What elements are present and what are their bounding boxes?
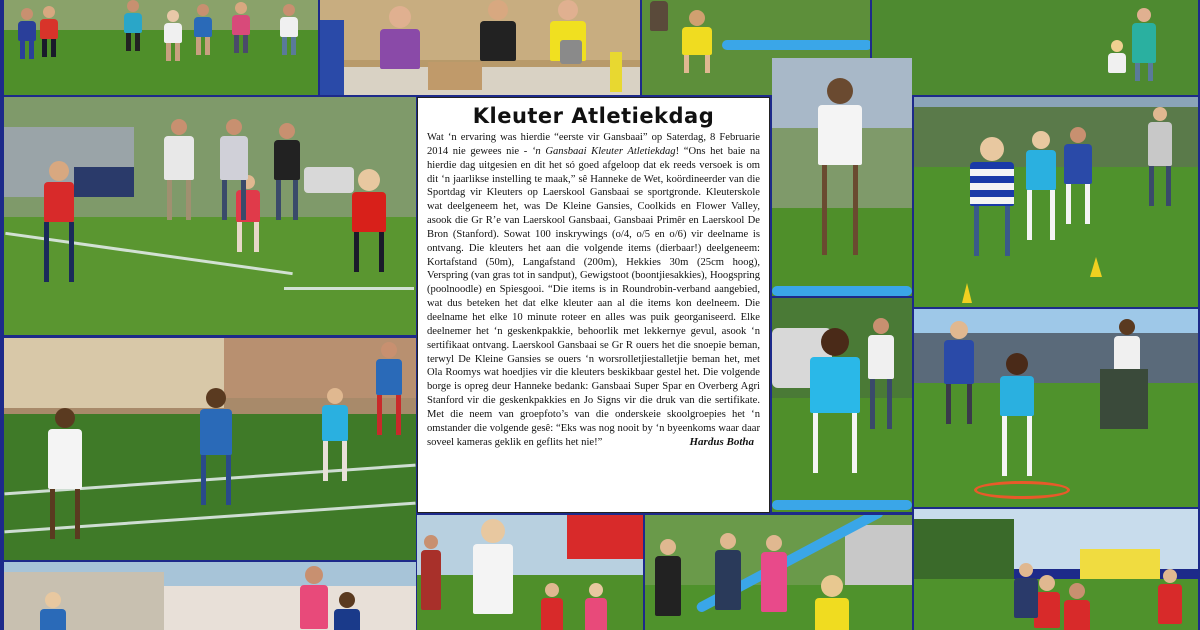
photo-top-snack-table [320, 0, 640, 95]
article-intro: Wat ‘n ervaring was hierdie “eerste vir Gansbaai” op Saterdag, 8 Februarie 2014 nie gewees nie - [427, 132, 760, 157]
photo-noodle-hurdle-blue [772, 298, 912, 512]
photo-beanbag-throw [914, 97, 1198, 307]
photo-bottom-left-building [4, 562, 416, 630]
photo-bottom-right-race [914, 509, 1198, 630]
article-body: ! “Ons het baie na hierdie dag uitgesien en dit het só goed afgeloop dat ek reeds versoek is om dit ‘n jaarlikse instelling te maak,” sê Hanneke de Wet, koördineerder van die Sportdag vir Kleuters op Laerskool Gansbaai se sportgronde. Kleuterskole wat deelgeneem het, was De Kleine Gansies, Coolkids en Flower Valley, asook die Gr R’e van Laerskool Gansbaai, Gansbaai Primêr en Laerskool De Bron (Stanford). Sowat 100 inskrywings (o/4, o/5 en o/6) vir deelname is ontvang. Die kleuters het aan die volgende items (dierbaar!) deelgeneem: Kortafstand (50m), Langafstand (200m), Hekkies 30m (25cm hoog), Verspring (van gras tot in sandput), Gewigstoot (boontjiesakkies), Hoogspring (poolnoodle) en Spiesgooi. “Die items is in Roundrobin-verband aangebied, wat dus beteken het dat elke kleuter aan al die items kon deelneem. Die deelname het elke 10 minute roteer en alles was puik georganiseerd. Elke deelnemer het ‘n geskenkpakkie, behoorlik met lekkernye gevul, asook ‘n sertifikaat ontvang. Laerskool Gansbaai se Gr R ouers het die snoepie beman, terwyl De Kleine Gansies se ouers ‘n worsrolletjiestalletjie beman het, met Ola Roomys wat hoedjies vir die kleuters beskikbaar gestel het. Die volgende borge is opreg deur Hanneke bedank: Gansbaai Super Spar en Overberg Agri Stanford vir die geskenkpakkies en Jo Signs vir die druk van die sertifikate. Met die neem van groepfoto’s van die onderskeie skoolgroepies het ‘n omstander die volgende gesê: “Eks was nog nooit by ‘n byeenkoms waar daar soveel kameras geklik en geflits het nie!” [427, 145, 760, 448]
photo-hoop-game [914, 309, 1198, 507]
article-title: Kleuter Atletiekdag [472, 104, 715, 128]
article-intro-emphasis: ‘n Gansbaai Kleuter Atletiekdag [531, 145, 676, 157]
article-author: Hardus Botha [689, 435, 754, 448]
article-body-text [427, 131, 760, 449]
photo-hurdles-race [4, 97, 416, 335]
photo-boy-jumping [772, 58, 912, 296]
photo-top-right-spectators [872, 0, 1198, 95]
photo-bottom-noodle-jump [645, 515, 912, 630]
photo-bottom-parents [417, 515, 643, 630]
article-panel [417, 97, 770, 513]
photo-top-left-runners [4, 0, 318, 95]
photo-track-sprint [4, 338, 416, 560]
